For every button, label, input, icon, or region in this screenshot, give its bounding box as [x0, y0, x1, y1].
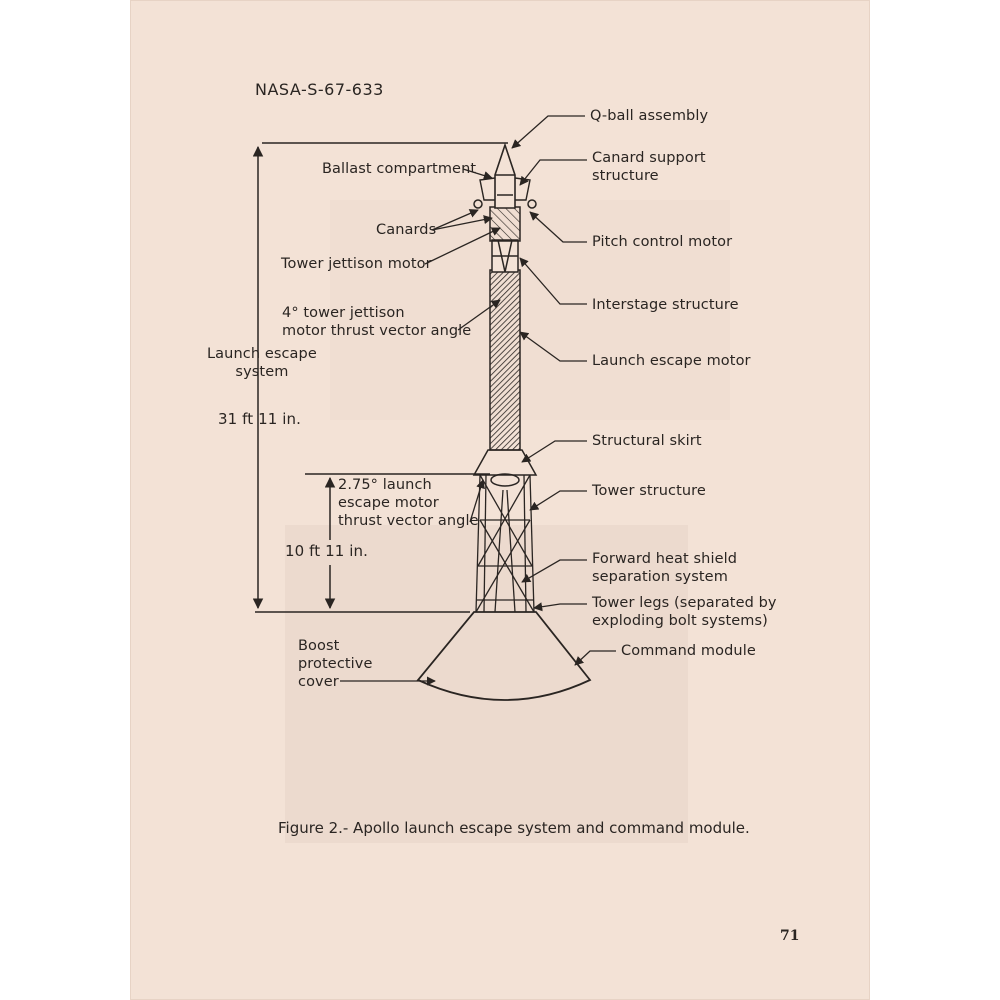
- label-tower-legs: Tower legs (separated by exploding bolt systems): [592, 595, 777, 629]
- label-canard-support-structure: Canard support structure: [592, 150, 706, 184]
- label-tower-thrust-vector-angle: 4° tower jettison motor thrust vector angle: [282, 305, 472, 339]
- tower-jettison-motor: [490, 207, 520, 241]
- label-launch-escape-motor: Launch escape motor: [592, 353, 751, 369]
- structural-skirt: [474, 450, 536, 475]
- launch-escape-motor: [490, 270, 520, 450]
- label-ballast-compartment: Ballast compartment: [322, 161, 477, 177]
- figure-caption: Figure 2.- Apollo launch escape system and command module.: [278, 819, 750, 837]
- label-command-module: Command module: [621, 643, 756, 659]
- page-number: 71: [780, 928, 800, 944]
- ballast-compartment: [495, 145, 515, 208]
- label-q-ball-assembly: Q-ball assembly: [590, 108, 709, 124]
- label-pitch-control-motor: Pitch control motor: [592, 234, 733, 250]
- command-module-cone: [418, 612, 590, 700]
- label-overall-length: 31 ft 11 in.: [218, 410, 302, 428]
- label-tower-jettison-motor: Tower jettison motor: [281, 256, 432, 272]
- tower-structure: [476, 475, 534, 612]
- label-lower-length: 10 ft 11 in.: [285, 542, 369, 560]
- label-launch-escape-system: Launch escape system: [207, 346, 317, 380]
- label-structural-skirt: Structural skirt: [592, 433, 702, 449]
- label-forward-heat-shield-separation: Forward heat shield separation system: [592, 551, 738, 585]
- canard-left: [480, 178, 495, 200]
- document-id: NASA-S-67-633: [255, 80, 384, 99]
- label-les-thrust-vector-angle: 2.75° launch escape motor thrust vector angle: [338, 477, 479, 529]
- label-interstage-structure: Interstage structure: [592, 297, 739, 313]
- label-tower-structure: Tower structure: [592, 483, 706, 499]
- label-canards: Canards: [376, 222, 437, 238]
- label-boost-protective-cover: Boost protective cover: [298, 638, 373, 690]
